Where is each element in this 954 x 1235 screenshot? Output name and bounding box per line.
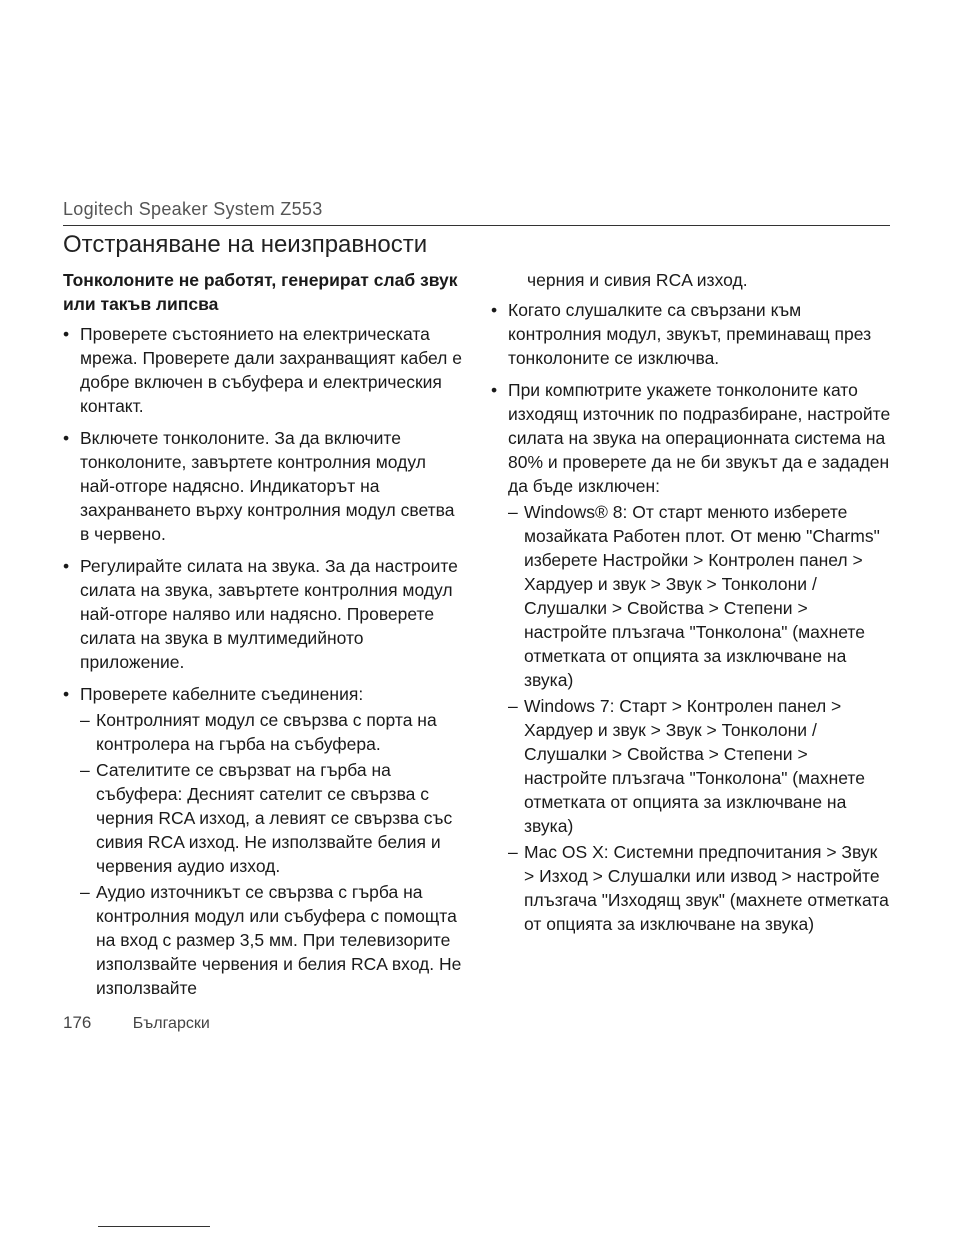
dash-icon: – <box>80 760 90 780</box>
bullet-icon: • <box>63 556 70 576</box>
bullet-item <box>491 298 891 370</box>
dash-item <box>508 840 891 936</box>
dash-item <box>508 694 891 838</box>
dash-text: Windows® 8: От старт менюто изберете мозайката Работен плот. От меню "Charms" изберете Настройки > Контролен панел > Хардуер и звук > Звук > Тонколони / Слушалки > Свойства > Степени > настройте плъзгача "Тонколона" (махнете отметката от опцията за изключване на звука) <box>524 502 880 690</box>
left-column <box>63 268 463 1002</box>
dash-icon: – <box>508 696 518 716</box>
dash-item <box>80 708 463 756</box>
bullet-item <box>491 378 891 498</box>
bullet-item <box>63 682 463 706</box>
sub-list <box>508 500 891 936</box>
bullet-icon: • <box>63 428 70 448</box>
bullet-item <box>63 426 463 546</box>
dash-text: Mac OS X: Системни предпочитания > Звук > Изход > Слушалки или извод > настройте плъзгача "Изходящ звук" (махнете отметката от опцията за изключване на звука) <box>524 842 889 934</box>
bullet-text: Включете тонколоните. За да включите тонколоните, завъртете контролния модул най-отгоре надясно. Индикаторът на захранването върху контролния модул светва в червено. <box>80 428 455 544</box>
dash-icon: – <box>80 710 90 730</box>
section-title: Отстраняване на неизправности <box>63 231 428 258</box>
language-label: Български <box>132 1015 210 1032</box>
dash-text: Сателитите се свързват на гърба на събуфера: Десният сателит се свързва с черния RCA изход, а левият се свързва със сивия RCA изход. Не използвайте белия и червения аудио изход. <box>96 760 453 876</box>
bullet-text: Проверете състоянието на електрическата мрежа. Проверете дали захранващият кабел е добре включен в събуфера и електрическия контакт. <box>80 324 462 416</box>
page-footer <box>63 1013 210 1033</box>
bullet-text: Когато слушалките са свързани към контролния модул, звукът, преминаващ през тонколоните се изключва. <box>508 300 872 368</box>
dash-icon: – <box>80 882 90 902</box>
bullet-icon: • <box>63 324 70 344</box>
bullet-icon: • <box>63 684 70 704</box>
dash-text: Windows 7: Старт > Контролен панел > Хардуер и звук > Звук > Тонколони / Слушалки > Свойства > Степени > настройте плъзгача "Тонколона" (махнете отметката от опцията за изключване на звука) <box>524 696 865 836</box>
dash-text: Аудио източникът се свързва с гърба на контролния модул или събуфера с помощта на вход с размер 3,5 мм. При телевизорите използвайте червения и белия RCA вход. Не използвайте <box>96 882 462 998</box>
continuation-text: черния и сивия RCA изход. <box>527 270 748 290</box>
sub-list <box>80 708 463 1000</box>
page-number: 176 <box>63 1013 92 1032</box>
bullet-text: Регулирайте силата на звука. За да настроите силата на звука, завъртете контролния модул най-отгоре наляво или надясно. Проверете силата на звука в мултимедийното приложение. <box>80 556 458 672</box>
document-title: Logitech Speaker System Z553 <box>63 199 323 219</box>
bullet-icon: • <box>491 380 498 400</box>
bullet-text: Проверете кабелните съединения: <box>80 684 364 704</box>
bullet-text: При компютрите укажете тонколоните като изходящ източник по подразбиране, настройте силата на звука на операционната система на 80% и проверете да не би звукът да е зададен да бъде изключен: <box>508 380 891 496</box>
right-column <box>491 268 891 938</box>
bullet-item <box>63 322 463 418</box>
dash-item <box>80 880 463 1000</box>
dash-item <box>80 758 463 878</box>
dash-text: Контролният модул се свързва с порта на контролера на гърба на събуфера. <box>96 710 437 754</box>
dash-icon: – <box>508 502 518 522</box>
subheading: Тонколоните не работят, генерират слаб звук или такъв липсва <box>63 270 458 314</box>
header-divider <box>63 225 890 226</box>
bullet-item <box>63 554 463 674</box>
bullet-icon: • <box>491 300 498 320</box>
dash-item <box>508 500 891 692</box>
dash-icon: – <box>508 842 518 862</box>
bottom-divider <box>98 1226 210 1227</box>
